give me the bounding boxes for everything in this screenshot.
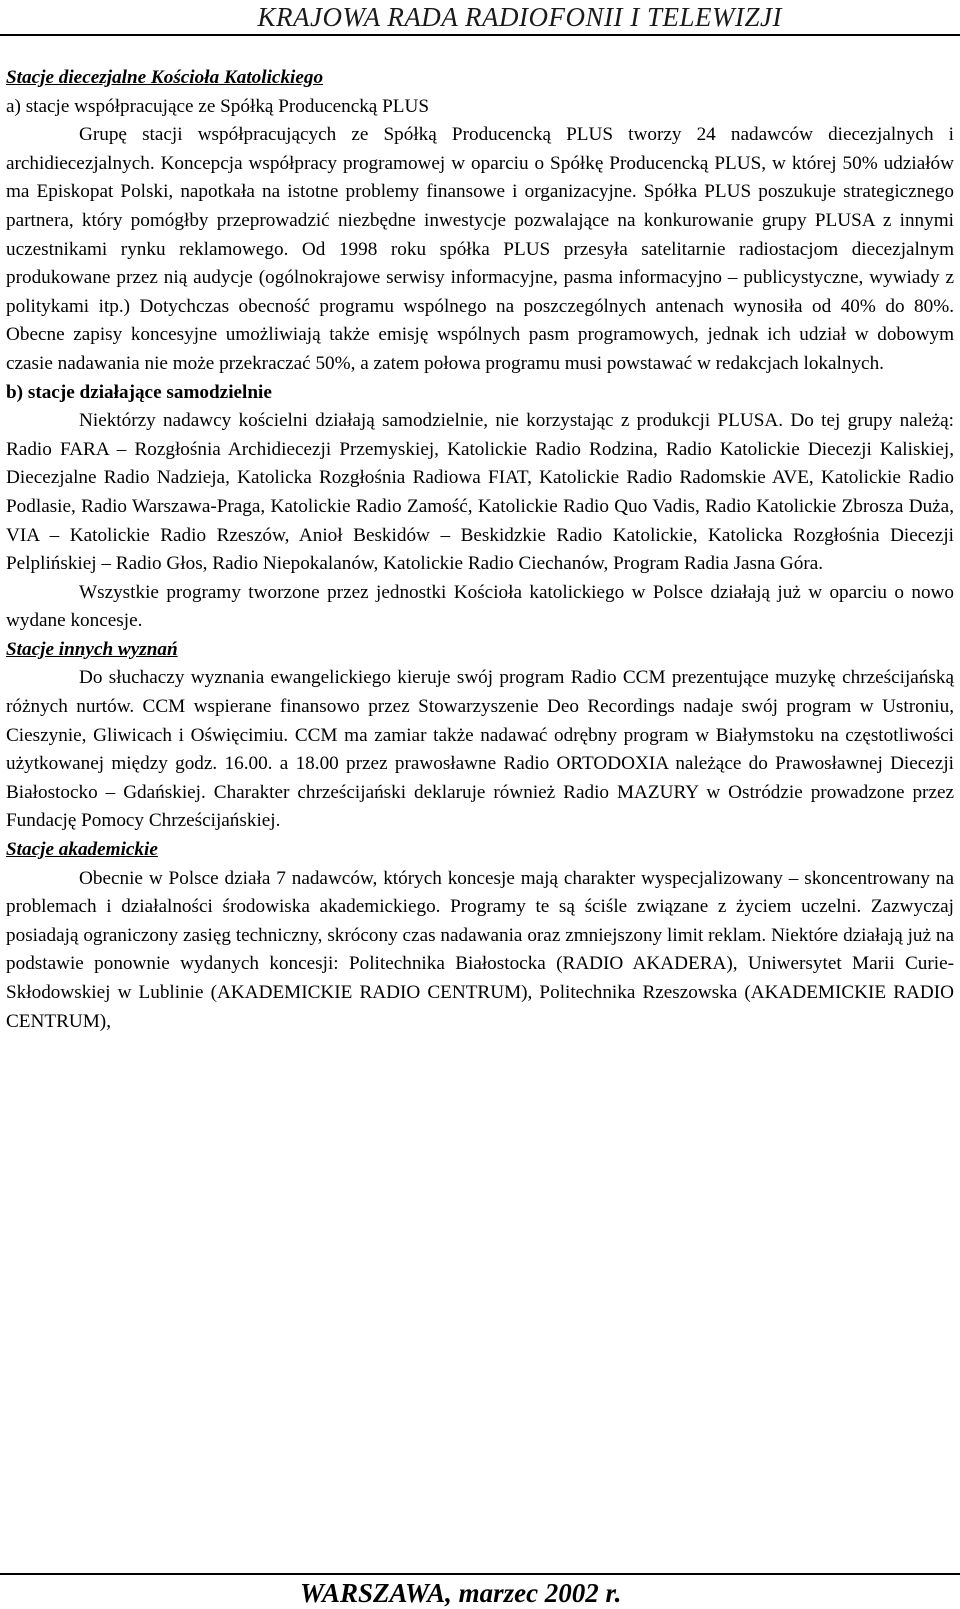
footer-text: WARSZAWA, marzec 2002 r. xyxy=(300,1578,622,1608)
section-heading-innych: Stacje innych wyznań xyxy=(6,638,178,660)
section-heading-diecezjalne: Stacje diecezjalne Kościoła Katolickiego xyxy=(6,67,324,88)
section-heading-akademickie: Stacje akademickie xyxy=(6,839,158,861)
header-divider xyxy=(0,34,960,36)
paragraph-koncesje: Wszystkie programy tworzone przez jednostki Kościoła katolickiego w Polsce działają już w oparciu o nowo wydane koncesje. xyxy=(6,581,954,632)
paragraph-akademickie: Obecnie w Polsce działa 7 nadawców, których koncesje mają charakter wyspecjalizowany – skoncentrowany na problemach i działalności środowiska akademickiego. Programy te są ściśle związane z życiem uczelni. Zazwyczaj posiadają ograniczony zasięg techniczny, skrócony czas nadawania oraz zmniejszony limit reklam. Niektóre działają już na podstawie ponownie wydanych koncesji: Politechnika Białostocka (RADIO AKADERA), Uniwersytet Marii Curie-Skłodowskiej w Lublinie (AKADEMICKIE RADIO CENTRUM), Politechnika Rzeszowska (AKADEMICKIE RADIO CENTRUM), xyxy=(6,867,954,1032)
page-content xyxy=(6,64,954,1036)
subsection-b-heading: b) stacje działające samodzielnie xyxy=(6,381,272,403)
header-title: KRAJOWA RADA RADIOFONII I TELEWIZJI xyxy=(257,2,782,32)
paragraph-innych: Do słuchaczy wyznania ewangelickiego kieruje swój program Radio CCM prezentujące muzykę chrześcijańską różnych nurtów. CCM wspierane finansowo przez Stowarzyszenie Deo Recordings nadaje swój program w Ustroniu, Cieszynie, Gliwicach i Oświęcimiu. CCM ma zamiar także nadawać odrębny program w Białymstoku na częstotliwości użytkowanej między godz. 16.00. a 18.00 przez prawosławne Radio ORTODOXIA należące do Prawosławnej Diecezji Białostocko – Gdańskiej. Charakter chrześcijański deklaruje również Radio MAZURY w Ostródzie prowadzone przez Fundację Pomocy Chrześcijańskiej. xyxy=(6,667,954,832)
paragraph-plus: Grupę stacji współpracujących ze Spółką Producencką PLUS tworzy 24 nadawców diecezjalnych i archidiecezjalnych. Koncepcja współpracy programowej w oparciu o Spółkę Producencką PLUS, w której 50% udziałów ma Episkopat Polski, napotkała na istotne problemy finansowe i organizacyjne. Spółka PLUS poszukuje strategicznego partnera, który pomógłby przeprowadzić niezbędne inwestycje pozwalające na konkurowanie grupy PLUSA z innymi uczestnikami rynku reklamowego. Od 1998 roku spółka PLUS przesyła satelitarnie radiostacjom diecezjalnym produkowane przez nią audycje (ogólnokrajowe serwisy informacyjne, pasma informacyjno – publicystyczne, wywiady z politykami itp.) Dotychczas obecność programu wspólnego na poszczególnych antenach wynosiła od 40% do 80%. Obecne zapisy koncesyjne umożliwiają także emisję wspólnych pasm programowych, jednak ich udział w dobowym czasie nadawania nie może przekraczać 50%, a zatem połowa programu musi powstawać w redakcjach lokalnych. xyxy=(6,124,954,374)
footer-divider xyxy=(0,1573,960,1575)
subsection-a-heading: a) stacje współpracujące ze Spółką Producencką PLUS xyxy=(6,95,430,117)
paragraph-samodzielne: Niektórzy nadawcy kościelni działają samodzielnie, nie korzystając z produkcji PLUSA. Do tej grupy należą: Radio FARA – Rozgłośnia Archidiecezji Przemyskiej, Katolickie Radio Rodzina, Radio Katolickie Diecezji Kaliskiej, Diecezjalne Radio Nadzieja, Katolicka Rozgłośnia Radiowa FIAT, Katolickie Radio Radomskie AVE, Katolickie Radio Podlasie, Radio Warszawa-Praga, Katolickie Radio Zamość, Katolickie Radio Quo Vadis, Radio Katolickie Zbrosza Duża, VIA – Katolickie Radio Rzeszów, Anioł Beskidów – Beskidzkie Radio Katolickie, Katolicka Rozgłośnia Diecezji Pelplińskiej – Radio Głos, Radio Niepokalanów, Katolickie Radio Ciechanów, Program Radia Jasna Góra. xyxy=(6,410,954,575)
